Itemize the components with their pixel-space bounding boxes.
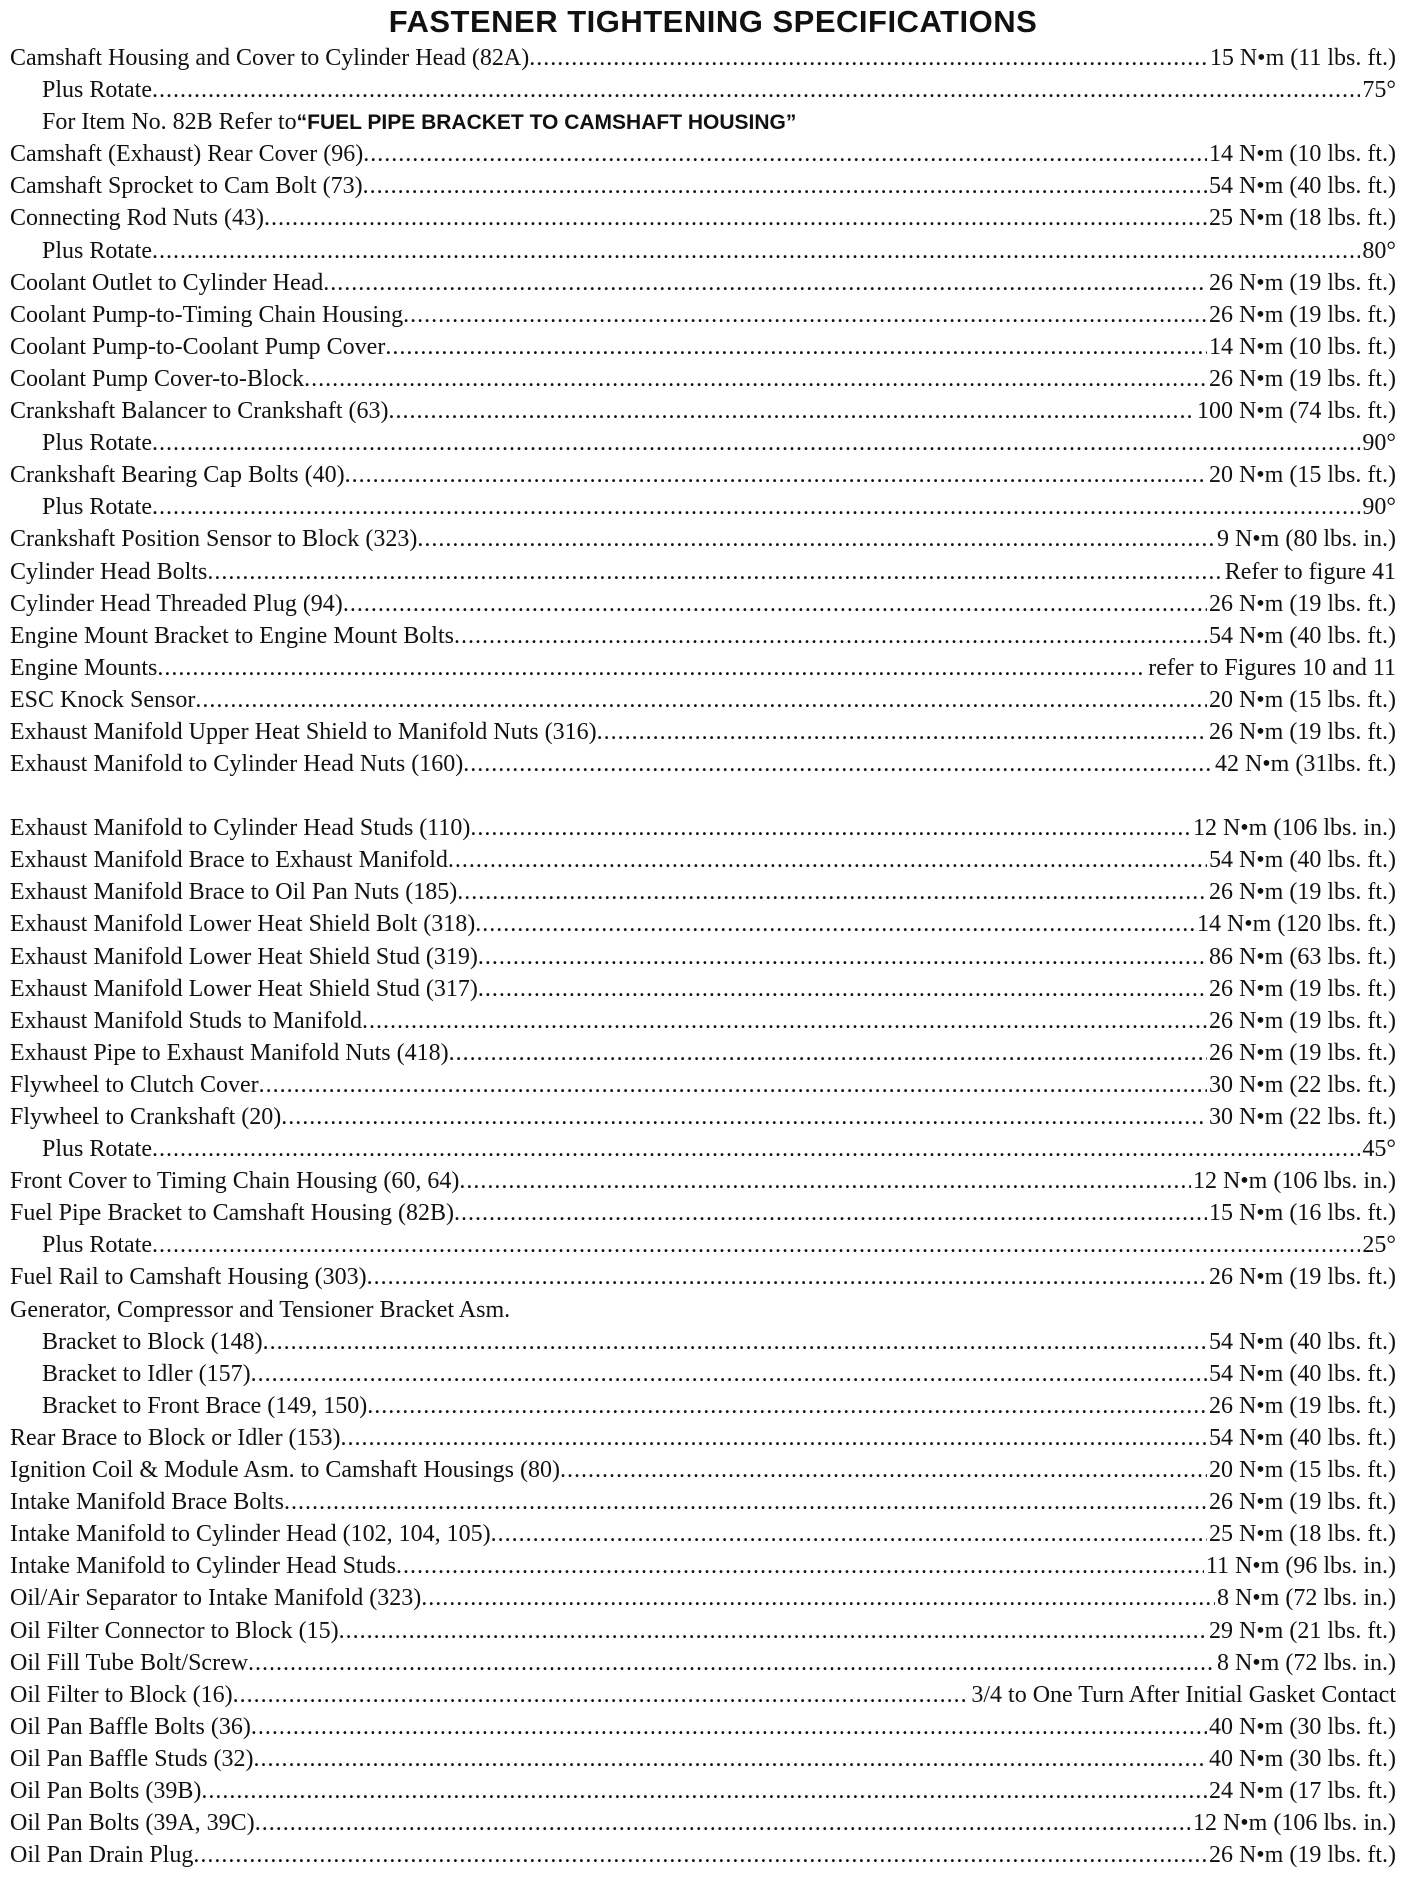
spec-label: Coolant Outlet to Cylinder Head (10, 269, 324, 296)
spec-value: 12 N•m (106 lbs. in.) (1192, 1168, 1396, 1195)
dot-leader (152, 235, 1360, 267)
dot-leader (457, 876, 1207, 908)
spec-value: 12 N•m (106 lbs. in.) (1192, 1810, 1396, 1837)
spec-label: Ignition Coil & Module Asm. to Camshaft Housings (80) (10, 1457, 560, 1484)
dot-leader (491, 1518, 1207, 1550)
dot-leader (597, 716, 1207, 748)
spec-value: 54 N•m (40 lbs. ft.) (1208, 1328, 1396, 1355)
spec-label: Crankshaft Balancer to Crankshaft (63) (10, 398, 389, 425)
dot-leader (470, 812, 1191, 844)
spec-value: 90° (1362, 430, 1396, 457)
spec-row (10, 908, 1396, 940)
spec-label: ESC Knock Sensor (10, 686, 196, 713)
spec-label: Exhaust Manifold to Cylinder Head Studs (110) (10, 815, 471, 842)
spec-value: 26 N•m (19 lbs. ft.) (1208, 590, 1396, 617)
spec-value: 54 N•m (40 lbs. ft.) (1208, 622, 1396, 649)
spec-value: 54 N•m (40 lbs. ft.) (1208, 1424, 1396, 1451)
spec-label: Cylinder Head Bolts (10, 558, 208, 585)
spec-label: Cylinder Head Threaded Plug (94) (10, 590, 343, 617)
dot-leader (193, 1839, 1207, 1871)
dot-leader (339, 1615, 1207, 1647)
spec-row (10, 620, 1396, 652)
spec-list (10, 42, 1396, 1871)
spec-row (10, 588, 1396, 620)
spec-value: 3/4 to One Turn After Initial Gasket Contact (971, 1681, 1396, 1708)
spec-page (10, 2, 1396, 1871)
spec-value: 40 N•m (30 lbs. ft.) (1208, 1745, 1396, 1772)
dot-leader (259, 1069, 1207, 1101)
spec-label: Engine Mount Bracket to Engine Mount Bolts (10, 622, 454, 649)
spec-label: Exhaust Manifold Studs to Manifold (10, 1007, 362, 1034)
spec-value: 54 N•m (40 lbs. ft.) (1208, 173, 1396, 200)
spec-row (10, 1743, 1396, 1775)
spec-value: 29 N•m (21 lbs. ft.) (1208, 1617, 1396, 1644)
spec-label: Intake Manifold to Cylinder Head (102, 104, 105) (10, 1521, 491, 1548)
spec-row (10, 1037, 1396, 1069)
spec-label: Oil Pan Baffle Bolts (36) (10, 1713, 251, 1740)
spec-row (10, 1550, 1396, 1582)
dot-leader (152, 491, 1360, 523)
spec-label: Bracket to Front Brace (149, 150) (42, 1392, 368, 1419)
spec-row (10, 1261, 1396, 1293)
spec-label: Oil Pan Bolts (39B) (10, 1777, 202, 1804)
spec-label: Engine Mounts (10, 654, 158, 681)
spec-value: 8 N•m (72 lbs. in.) (1216, 1585, 1396, 1612)
dot-leader (251, 1711, 1207, 1743)
spec-value: 26 N•m (19 lbs. ft.) (1208, 301, 1396, 328)
spec-label: Fuel Rail to Camshaft Housing (303) (10, 1264, 367, 1291)
dot-leader (263, 1326, 1207, 1358)
dot-leader (475, 908, 1195, 940)
spec-label: Exhaust Manifold to Cylinder Head Nuts (160) (10, 751, 464, 778)
spec-label: Camshaft Housing and Cover to Cylinder Head (82A) (10, 45, 530, 71)
spec-value: 26 N•m (19 lbs. ft.) (1208, 1489, 1396, 1516)
spec-label: Oil Pan Baffle Studs (32) (10, 1745, 254, 1772)
spec-label: Flywheel to Crankshaft (20) (10, 1104, 282, 1130)
spec-label: Exhaust Manifold Brace to Oil Pan Nuts (185) (10, 879, 458, 906)
spec-row (10, 138, 1396, 170)
spec-value: 30 N•m (22 lbs. ft.) (1208, 1071, 1396, 1098)
spec-label: Oil Filter Connector to Block (15) (10, 1617, 339, 1644)
dot-leader (233, 1679, 970, 1711)
spec-row (10, 1165, 1396, 1197)
spec-value: 26 N•m (19 lbs. ft.) (1208, 269, 1396, 296)
spec-value: 25 N•m (18 lbs. ft.) (1208, 205, 1396, 232)
dot-leader (396, 1550, 1204, 1582)
spec-label: Flywheel to Clutch Cover (10, 1071, 259, 1098)
spec-value: 20 N•m (15 lbs. ft.) (1208, 462, 1396, 489)
spec-value: 86 N•m (63 lbs. ft.) (1208, 943, 1396, 970)
spec-label: Intake Manifold Brace Bolts (10, 1489, 284, 1516)
spec-label: Intake Manifold to Cylinder Head Studs (10, 1553, 396, 1580)
dot-leader (255, 1807, 1191, 1839)
spec-row (10, 1807, 1396, 1839)
dot-leader (152, 1133, 1360, 1165)
spec-row (10, 267, 1396, 299)
dot-leader (343, 588, 1207, 620)
spec-label: Exhaust Manifold Brace to Exhaust Manifold (10, 847, 448, 874)
spec-row (10, 941, 1396, 973)
spec-note-reference: “FUEL PIPE BRACKET TO CAMSHAFT HOUSING” (296, 111, 797, 135)
dot-leader (449, 1037, 1207, 1069)
spec-value: 90° (1362, 494, 1396, 521)
spec-row (10, 363, 1396, 395)
spec-label: Bracket to Idler (157) (42, 1360, 251, 1387)
spec-row (10, 1839, 1396, 1871)
spec-label: Fuel Pipe Bracket to Camshaft Housing (82B) (10, 1200, 454, 1227)
spec-subrow (10, 1229, 1396, 1261)
spec-value: 15 N•m (11 lbs. ft.) (1209, 45, 1396, 71)
dot-leader (421, 1582, 1215, 1614)
spec-row (10, 1615, 1396, 1647)
dot-leader (341, 1422, 1207, 1454)
spec-value: 100 N•m (74 lbs. ft.) (1196, 398, 1396, 425)
spec-label: Coolant Pump-to-Coolant Pump Cover (10, 333, 386, 360)
spec-value: 9 N•m (80 lbs. in.) (1216, 526, 1396, 553)
dot-leader (363, 138, 1207, 170)
spec-row (10, 748, 1396, 780)
spec-row (10, 556, 1396, 588)
spec-value: 26 N•m (19 lbs. ft.) (1208, 1039, 1396, 1066)
dot-leader (403, 299, 1207, 331)
spec-subrow (10, 1390, 1396, 1422)
spec-value: 54 N•m (40 lbs. ft.) (1208, 1360, 1396, 1387)
spec-subrow (10, 74, 1396, 106)
dot-leader (152, 1229, 1360, 1261)
spec-row (10, 170, 1396, 202)
spec-value: 54 N•m (40 lbs. ft.) (1208, 847, 1396, 874)
spec-label: For Item No. 82B Refer to (42, 109, 297, 136)
spec-value: 75° (1362, 77, 1396, 104)
spec-label: Generator, Compressor and Tensioner Bracket Asm. (10, 1296, 511, 1323)
spec-row (10, 1005, 1396, 1037)
dot-leader (367, 1390, 1207, 1422)
dot-leader (284, 1486, 1207, 1518)
dot-leader (463, 748, 1213, 780)
dot-leader (459, 1165, 1191, 1197)
dot-leader (362, 1005, 1207, 1037)
spec-row (10, 42, 1396, 74)
spec-row (10, 1454, 1396, 1486)
spec-value: 80° (1362, 237, 1396, 264)
dot-leader (254, 1743, 1207, 1775)
spec-value: 26 N•m (19 lbs. ft.) (1208, 365, 1396, 392)
spec-value: 20 N•m (15 lbs. ft.) (1208, 686, 1396, 713)
spec-value: Refer to figure 41 (1224, 558, 1396, 585)
spec-value: 14 N•m (10 lbs. ft.) (1208, 141, 1396, 168)
dot-leader (385, 331, 1207, 363)
spec-label: Oil Filter to Block (16) (10, 1681, 233, 1708)
dot-leader (417, 523, 1215, 555)
spec-value: 40 N•m (30 lbs. ft.) (1208, 1713, 1396, 1740)
spec-row (10, 299, 1396, 331)
spec-row (10, 459, 1396, 491)
dot-leader (323, 267, 1207, 299)
spec-value: 26 N•m (19 lbs. ft.) (1208, 1392, 1396, 1419)
spec-row (10, 1422, 1396, 1454)
dot-leader (478, 941, 1207, 973)
spec-value: 24 N•m (17 lbs. ft.) (1208, 1777, 1396, 1804)
spec-row (10, 331, 1396, 363)
spec-value: 25 N•m (18 lbs. ft.) (1208, 1521, 1396, 1548)
spec-label: Connecting Rod Nuts (43) (10, 205, 264, 232)
dot-leader (201, 1775, 1207, 1807)
spec-subrow (10, 427, 1396, 459)
spec-label: Plus Rotate (42, 237, 153, 264)
spec-label: Exhaust Manifold Lower Heat Shield Bolt (318) (10, 911, 476, 938)
spec-label: Bracket to Block (148) (42, 1328, 263, 1355)
spec-subrow (10, 1326, 1396, 1358)
spec-row (10, 1101, 1396, 1133)
spec-label: Crankshaft Bearing Cap Bolts (40) (10, 462, 345, 489)
spec-value: 14 N•m (120 lbs. ft.) (1196, 911, 1396, 938)
page-title: FASTENER TIGHTENING SPECIFICATIONS (388, 4, 1038, 39)
spec-value: 12 N•m (106 lbs. in.) (1192, 815, 1396, 842)
dot-leader (304, 363, 1207, 395)
dot-leader (248, 1647, 1215, 1679)
dot-leader (529, 42, 1208, 74)
spec-row (10, 876, 1396, 908)
spec-value: 26 N•m (19 lbs. ft.) (1208, 1007, 1396, 1034)
dot-leader (448, 844, 1207, 876)
spec-value: 25° (1362, 1232, 1396, 1259)
dot-leader (363, 170, 1207, 202)
dot-leader (367, 1261, 1207, 1293)
spec-label: Exhaust Manifold Lower Heat Shield Stud (319) (10, 943, 478, 970)
spec-value: 8 N•m (72 lbs. in.) (1216, 1649, 1396, 1676)
spec-label: Plus Rotate (42, 430, 153, 457)
spec-row (10, 1775, 1396, 1807)
spec-row (10, 652, 1396, 684)
spec-row (10, 812, 1396, 844)
spec-value: 14 N•m (10 lbs. ft.) (1208, 333, 1396, 360)
spec-label: Plus Rotate (42, 77, 153, 104)
spec-row (10, 1069, 1396, 1101)
spec-subrow (10, 1133, 1396, 1165)
spec-value: 26 N•m (19 lbs. ft.) (1208, 718, 1396, 745)
spec-subrow (10, 1358, 1396, 1390)
spec-value: 26 N•m (19 lbs. ft.) (1208, 879, 1396, 906)
spec-row (10, 1486, 1396, 1518)
spec-value: 45° (1362, 1136, 1396, 1163)
dot-leader (152, 427, 1360, 459)
spec-label: Oil Fill Tube Bolt/Screw (10, 1649, 249, 1676)
spec-row (10, 395, 1396, 427)
spec-note (10, 106, 1396, 138)
spec-label: Front Cover to Timing Chain Housing (60, 64) (10, 1168, 460, 1195)
spec-label: Exhaust Manifold Lower Heat Shield Stud (317) (10, 975, 478, 1002)
dot-leader (152, 74, 1360, 106)
spec-row (10, 1679, 1396, 1711)
spec-label: Oil Pan Drain Plug (10, 1842, 194, 1869)
spec-value: 30 N•m (22 lbs. ft.) (1208, 1104, 1396, 1130)
dot-leader (207, 556, 1222, 588)
dot-leader (195, 684, 1207, 716)
dot-leader (264, 202, 1207, 234)
spec-value: 15 N•m (16 lbs. ft.) (1208, 1200, 1396, 1227)
spec-row (10, 1711, 1396, 1743)
dot-leader (345, 459, 1207, 491)
dot-leader (251, 1358, 1207, 1390)
spec-row (10, 1197, 1396, 1229)
dot-leader (454, 620, 1207, 652)
spec-label: Exhaust Pipe to Exhaust Manifold Nuts (418) (10, 1039, 449, 1066)
spec-value: 11 N•m (96 lbs. in.) (1205, 1553, 1396, 1580)
spec-value: 26 N•m (19 lbs. ft.) (1208, 975, 1396, 1002)
spec-label: Coolant Pump Cover-to-Block (10, 365, 305, 392)
spec-row (10, 202, 1396, 234)
spec-label: Oil Pan Bolts (39A, 39C) (10, 1810, 255, 1837)
spec-group-header (10, 1294, 1396, 1326)
spec-value: refer to Figures 10 and 11 (1148, 654, 1396, 681)
spec-label: Plus Rotate (42, 494, 153, 521)
spec-value: 42 N•m (31lbs. ft.) (1214, 751, 1396, 778)
spec-row (10, 1518, 1396, 1550)
spec-subrow (10, 491, 1396, 523)
spec-label: Oil/Air Separator to Intake Manifold (323) (10, 1585, 422, 1612)
spec-label: Exhaust Manifold Upper Heat Shield to Manifold Nuts (316) (10, 718, 597, 745)
dot-leader (560, 1454, 1207, 1486)
spec-value: 26 N•m (19 lbs. ft.) (1208, 1264, 1396, 1291)
dot-leader (389, 395, 1195, 427)
spec-label: Plus Rotate (42, 1232, 153, 1259)
spec-value: 26 N•m (19 lbs. ft.) (1208, 1842, 1396, 1869)
spec-row (10, 973, 1396, 1005)
spec-label: Camshaft Sprocket to Cam Bolt (73) (10, 173, 363, 200)
spec-row (10, 684, 1396, 716)
spec-row (10, 844, 1396, 876)
spec-row (10, 1647, 1396, 1679)
spec-label: Camshaft (Exhaust) Rear Cover (96) (10, 141, 364, 168)
spec-label: Rear Brace to Block or Idler (153) (10, 1424, 341, 1451)
spec-row (10, 716, 1396, 748)
spec-label: Coolant Pump-to-Timing Chain Housing (10, 301, 404, 328)
spec-row (10, 523, 1396, 555)
spec-row (10, 1582, 1396, 1614)
dot-leader (281, 1101, 1207, 1133)
dot-leader (157, 652, 1146, 684)
spec-label: Crankshaft Position Sensor to Block (323) (10, 526, 418, 553)
spec-label: Plus Rotate (42, 1136, 153, 1163)
spec-value: 20 N•m (15 lbs. ft.) (1208, 1457, 1396, 1484)
dot-leader (454, 1197, 1207, 1229)
dot-leader (478, 973, 1207, 1005)
spec-subrow (10, 235, 1396, 267)
